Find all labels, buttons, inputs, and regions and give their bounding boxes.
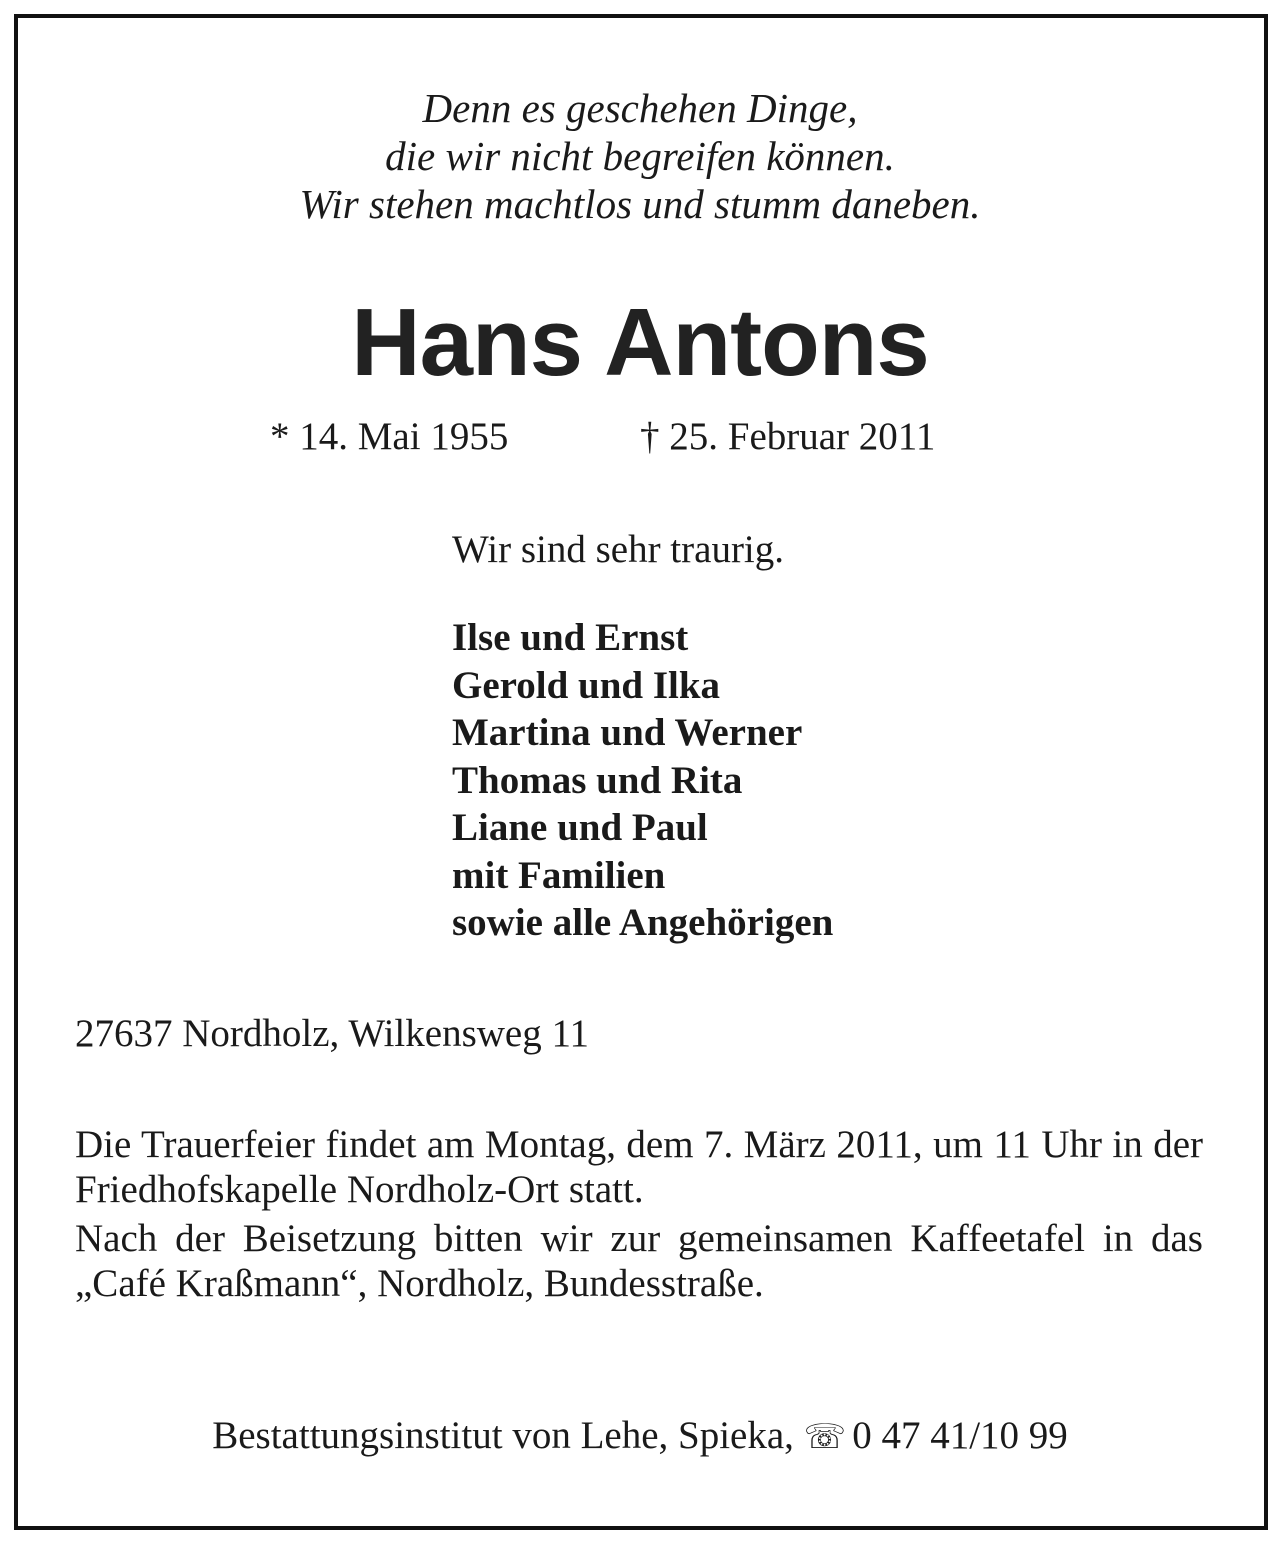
motto-line-2: die wir nicht begreifen können. [385,133,895,179]
motto-line-3: Wir stehen machtlos und stumm daneben. [299,181,981,227]
reception-info: Nach der Beisetzung bitten wir zur gemeinsamen Kaffeetafel in das „Café Kraßmann“, Nordholz, Bundesstraße. [75,1217,1203,1305]
deceased-name: Hans Antons [351,289,929,396]
motto [0,84,1280,228]
family-address: 27637 Nordholz, Wilkensweg 11 [75,1012,590,1055]
birth-date: * 14. Mai 1955 [270,415,509,458]
mourner-item: Thomas und Rita [452,758,743,802]
telephone-icon: ☏ [803,1419,847,1456]
mourner-item: Liane und Paul [452,806,708,849]
mourner-item: mit Familien [452,853,666,897]
mourner-item: sowie alle Angehörigen [452,901,834,944]
undertaker-phone: 0 47 41/10 99 [852,1414,1068,1457]
mourner-item: Martina und Werner [452,711,803,754]
mourner-item: Ilse und Ernst [452,616,689,659]
motto-line-1: Denn es geschehen Dinge, [422,85,858,131]
condolence-statement: Wir sind sehr traurig. [452,528,785,571]
funeral-info: Die Trauerfeier findet am Montag, dem 7. März 2011, um 11 Uhr in der Friedhofskapelle Nordholz-Ort statt. [75,1123,1203,1211]
mourner-item: Gerold und Ilka [452,663,721,707]
undertaker-footer [0,1412,1280,1462]
undertaker-name: Bestattungsinstitut von Lehe, Spieka, [212,1414,794,1457]
mourners-list [452,614,833,947]
death-date: † 25. Februar 2011 [640,415,936,458]
